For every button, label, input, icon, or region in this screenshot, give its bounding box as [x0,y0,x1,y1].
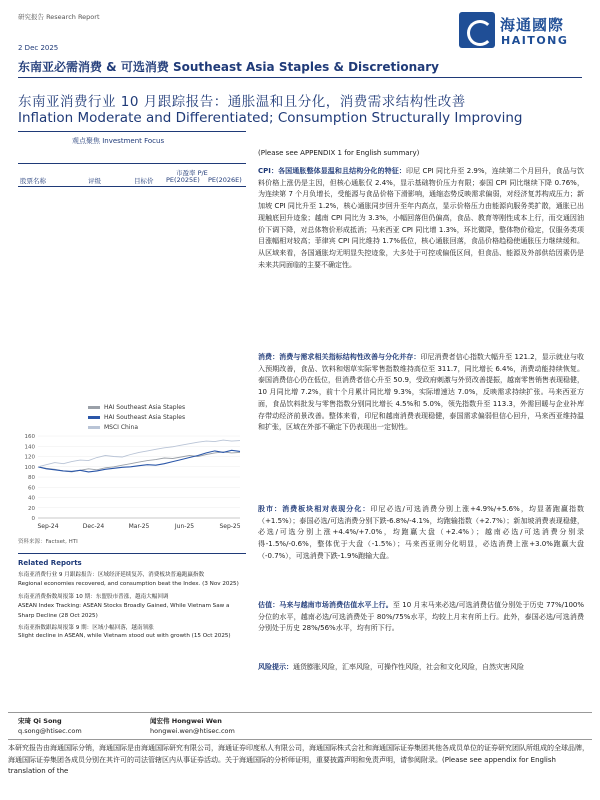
risk-text: 通货膨胀风险，汇率风险，可操作性风险，社会和文化风险，自然灾害风险 [293,663,524,671]
cpi-paragraph [258,166,584,271]
legend-item-2 [88,414,185,421]
cpi-text: 印尼 CPI 同比升至 2.9%，连续第二个月回升，食品与饮料价格上涨仍是主因，但核心通胀仅 2.4%，显示基础物价压力有限；泰国 CPI 同比继续下降 0.76%，为连续第 7 个月负增长，受能源与食品价格下滑影响，通缩态势反映需求偏弱，对经济复苏构成压力；新加坡 CPI 同比升至 1.2%，核心通胀同步回升至年内高点，显示价格压力由能源向服务类扩散，通胀已出现触底回升迹象；越南 CPI 同比为 3.3%，小幅回落但仍偏高，食品、教育等刚性成本上行，而交通因油价下调下降，对总体物价形成抵消；马来西亚 CPI 同比增 1.3%，环比微降，整体物价稳定，仅服务类项目涨幅相对较高；菲律宾 CPI 同比维持 1.7%低位，核心通胀回落，食品价格趋稳使通胀压力继续缓和。从区域来看，各国通胀均无明显失控迹象，大多处于可控或偏低区间，但食品、能源及外部供给因素仍是未来共同面临的主要不确定性。 [258,167,584,269]
author-divider [8,712,592,713]
disclaimer-divider [8,739,592,740]
related-report-line[interactable]: Regional economies recovered, and consumption beat the Index. (3 Nov 2025) [18,581,239,587]
consumption-paragraph [258,352,584,434]
stock-text: 印尼必选/可选消费分别上涨+4.9%/+5.6%，均显著跑赢指数（+1.5%）；泰国必选/可选消费分别下跌-6.8%/-4.1%，均跑输指数（+2.7%）；新加坡消费表现稳健，必选/可选分别上涨+4.4%/+7.0%，均跑赢大盘（+2.4%）；越南必选/可选消费分别录得-1.5%/-0.6%，整体优于大盘（-1.5%）；马来西亚则分化明显，必选消费上涨+3.0%跑赢大盘（-0.7%），可选消费下跌-1.9%跑输大盘。 [258,505,585,560]
cpi-lead: CPI：各国通胀整体显温和且结构分化的特征： [258,167,406,175]
table-header-pe2025: PE(2025E) [166,176,200,184]
table-header-pe: 市盈率 P/E [176,169,208,177]
legend-label-1: HAI Southeast Asia Staples [104,404,186,411]
x-tick-label: Sep-25 [219,523,241,530]
report-title-cn: 东南亚消费行业 10 月跟踪报告：通胀温和且分化，消费需求结构性改善 [18,94,466,110]
x-tick-label: Mar-25 [128,523,150,530]
y-tick-label: 100 [24,464,35,471]
valuation-paragraph [258,600,584,635]
view-divider [18,131,246,132]
risk-paragraph [258,662,584,674]
legend-swatch-2 [88,416,100,419]
stock-paragraph [258,504,584,563]
report-type-label: 研究报告 Research Report [18,13,100,21]
author-name-1: 宋琦 Qi Song [18,717,62,725]
report-date: 2 Dec 2025 [18,44,59,52]
table-header-rule [18,186,246,187]
report-title-en: Inflation Moderate and Differentiated; Consumption Structurally Improving [18,110,523,126]
table-header-rating: 评级 [88,177,101,185]
author-name-2: 闻宏伟 Hongwei Wen [150,717,222,725]
performance-chart [18,432,246,532]
related-report-line[interactable]: Sharp Decline (28 Oct 2025) [18,613,98,619]
x-tick-label: Sep-24 [37,523,59,530]
valuation-lead: 估值：马来与越南市场消费估值水平上行。 [258,601,393,609]
stock-lead: 股市：消费板块相对表现分化： [258,505,371,513]
x-tick-label: Jun-25 [174,523,195,530]
y-tick-label: 0 [31,516,35,522]
related-reports-title: Related Reports [18,559,82,567]
related-report-line[interactable]: Slight decline in ASEAN, while Vietnam stood out with growth (15 Oct 2025) [18,633,231,639]
haitong-logo-icon [459,12,495,48]
consumption-text: 印尼消费者信心指数大幅升至 121.2，显示就业与收入预期改善，食品、饮料和烟草实际零售指数维持高位至 311.7，同比增长 6.4%，消费动能持续恢复。泰国消费信心仍在低位，但消费者信心升至 50.9，受政府刺激与外贸改善提振，越南零售销售表现稳健，10 月同比增 7.2%，前十个月累计同比增 9.3%，实际增速达 7.0%，反映需求持续扩张。马来西亚方面，食品饮料批发与零售指数分别同比增长 4.5%和 5.0%，领先指数升至 113.3，外需回暖与企业补库存带动经济前景改善。整体来看，印尼和越南消费表现稳健，泰国需求偏弱但信心回升，马来西亚维持温和扩张，区域在外部不确定下仍表现出一定韧性。 [258,353,585,432]
series-line-1 [38,452,240,472]
logo-en-text: HAITONG [501,34,569,47]
consumption-lead: 消费：消费与需求相关指标结构性改善与分化并存： [258,353,421,361]
related-report-line[interactable]: 东南亚指数跟踪周报第 9 期：区域小幅回落，越南领涨 [18,625,154,631]
x-tick-label: Dec-24 [82,523,105,530]
legend-label-2: HAI Southeast Asia Staples [104,414,186,421]
related-divider [18,553,246,554]
valuation-text: 至 10 月末马来必选/可选消费估值分别处于历史 77%/100%分位的水平，越南必选/可选消费处于 80%/75%水平，均较上月末有所上行。此外，泰国必选/可选消费分别处于历史 28%/56%水平，均有所下行。 [258,601,585,633]
legend-item-1 [88,404,185,411]
y-tick-label: 20 [28,505,35,512]
y-tick-label: 40 [28,495,35,502]
series-title: 东南亚必需消费 & 可选消费 Southeast Asia Staples & Discretionary [18,60,439,74]
header-divider [18,77,582,78]
y-tick-label: 140 [24,444,35,451]
related-report-line[interactable]: 东南亚消费行业 9 月跟踪报告：区域经济延续复苏，消费板块普遍跑赢指数 [18,572,205,578]
y-tick-label: 60 [28,485,35,492]
logo-cn-text: 海通國際 [500,16,565,34]
investment-focus-label: 观点聚焦 Investment Focus [72,137,165,145]
appendix-note: (Please see APPENDIX 1 for English summary) [258,149,420,157]
table-header-target: 目标价 [134,177,154,185]
table-top-rule [18,163,246,164]
author-email-2[interactable]: hongwei.wen@htisec.com [150,727,235,735]
legend-swatch-3 [88,426,100,429]
chart-source: 资料来源：Factset, HTI [18,539,78,545]
legend-swatch-1 [88,406,100,409]
table-header-stock: 股票名称 [20,177,46,185]
legend-label-3: MSCI China [104,424,138,431]
legend-item-3 [88,424,138,431]
related-report-line[interactable]: ASEAN Index Tracking: ASEAN Stocks Broadly Gained, While Vietnam Saw a [18,603,230,609]
y-tick-label: 120 [24,454,35,461]
y-tick-label: 160 [24,434,35,440]
related-report-line[interactable]: 东南亚消费指数周报第 10 期：东盟股市普涨，越南大幅回调 [18,594,169,600]
y-tick-label: 80 [28,475,35,481]
author-email-1[interactable]: q.song@htisec.com [18,727,82,735]
disclaimer-text: 本研究报告由海通国际分销，海通国际是由海通国际研究有限公司，海通证券印度私人有限公司，海通国际株式会社和海通国际证券集团其他各成员单位的证券研究团队所组成的全球品牌，海通国际证券集团各成员分别在其许可的司法管辖区内从事证券活动。关于海通国际的分析师证明，重要披露声明和免责声明，请参阅附录。(Please see appendix for English translation of the [8,744,589,775]
risk-lead: 风险提示： [258,663,293,671]
table-header-pe2026: PE(2026E) [208,176,242,184]
